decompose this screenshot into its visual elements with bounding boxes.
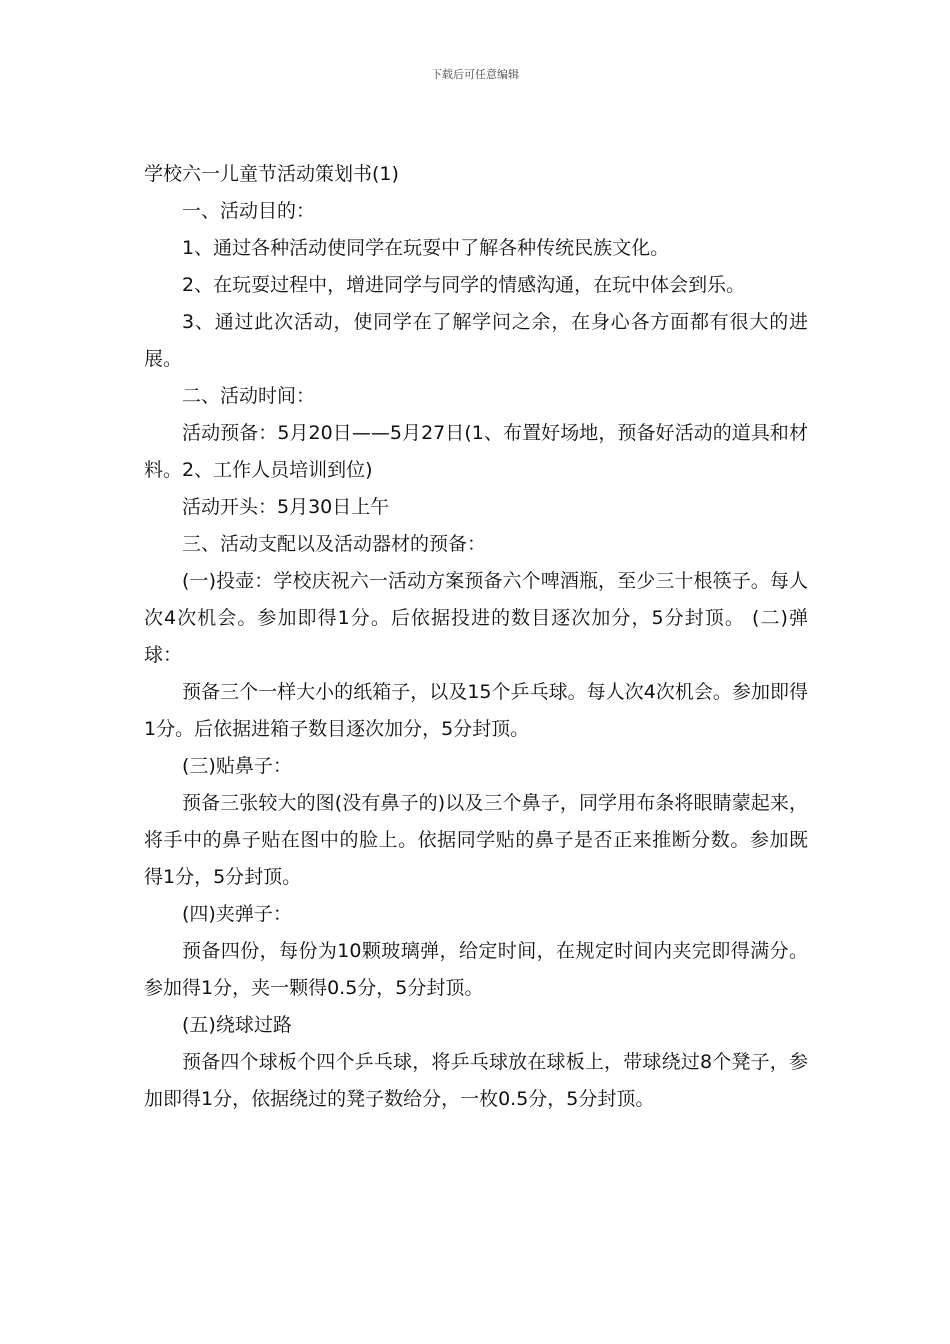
heading-pick-marbles: (四)夹弹子：: [182, 903, 292, 925]
heading-objectives: 一、活动目的：: [182, 200, 316, 222]
activity-bounce-ball: 预备三个一样大小的纸箱子，以及15个乒乓球。每人次4次机会。参加即得1分。后依据进箱子数目逐次加分，5分封顶。: [144, 681, 808, 740]
heading-time: 二、活动时间：: [182, 385, 316, 407]
objective-2: 2、在玩耍过程中，增进同学与同学的情感沟通，在玩中体会到乐。: [182, 274, 746, 296]
objective-1: 1、通过各种活动使同学在玩耍中了解各种传统民族文化。: [182, 237, 670, 259]
objective-3: 3、通过此次活动，使同学在了解学问之余，在身心各方面都有很大的进展。: [144, 311, 808, 370]
activity-stick-nose: 预备三张较大的图(没有鼻子的)以及三个鼻子，同学用布条将眼睛蒙起来，将手中的鼻子贴在图中的脸上。依据同学贴的鼻子是否正来推断分数。参加既得1分，5分封顶。: [144, 792, 808, 888]
activity-pick-marbles: 预备四份，每份为10颗玻璃弹，给定时间，在规定时间内夹完即得满分。参加得1分，夹一颗得0.5分，5分封顶。: [144, 940, 808, 999]
heading-arrangements: 三、活动支配以及活动器材的预备：: [182, 533, 487, 555]
page-header: 下载后可任意编辑: [431, 68, 519, 81]
document-title: 学校六一儿童节活动策划书(1): [144, 163, 399, 185]
activity-ball-route: 预备四个球板个四个乒乓球，将乒乓球放在球板上，带球绕过8个凳子，参加即得1分，依据绕过的凳子数给分，一枚0.5分，5分封顶。: [144, 1051, 808, 1110]
time-start: 活动开头：5月30日上午: [182, 496, 390, 518]
heading-stick-nose: (三)贴鼻子：: [182, 755, 292, 777]
activity-pitch-pot: (一)投壶：学校庆祝六一活动方案预备六个啤酒瓶，至少三十根筷子。每人次4次机会。参加即得1分。后依据投进的数目逐次加分，5分封顶。 (二)弹球：: [144, 570, 808, 666]
heading-ball-route: (五)绕球过路: [182, 1014, 292, 1036]
document-body: [144, 156, 808, 1118]
time-preparation: 活动预备：5月20日——5月27日(1、布置好场地，预备好活动的道具和材料。2、工作人员培训到位): [144, 422, 808, 481]
